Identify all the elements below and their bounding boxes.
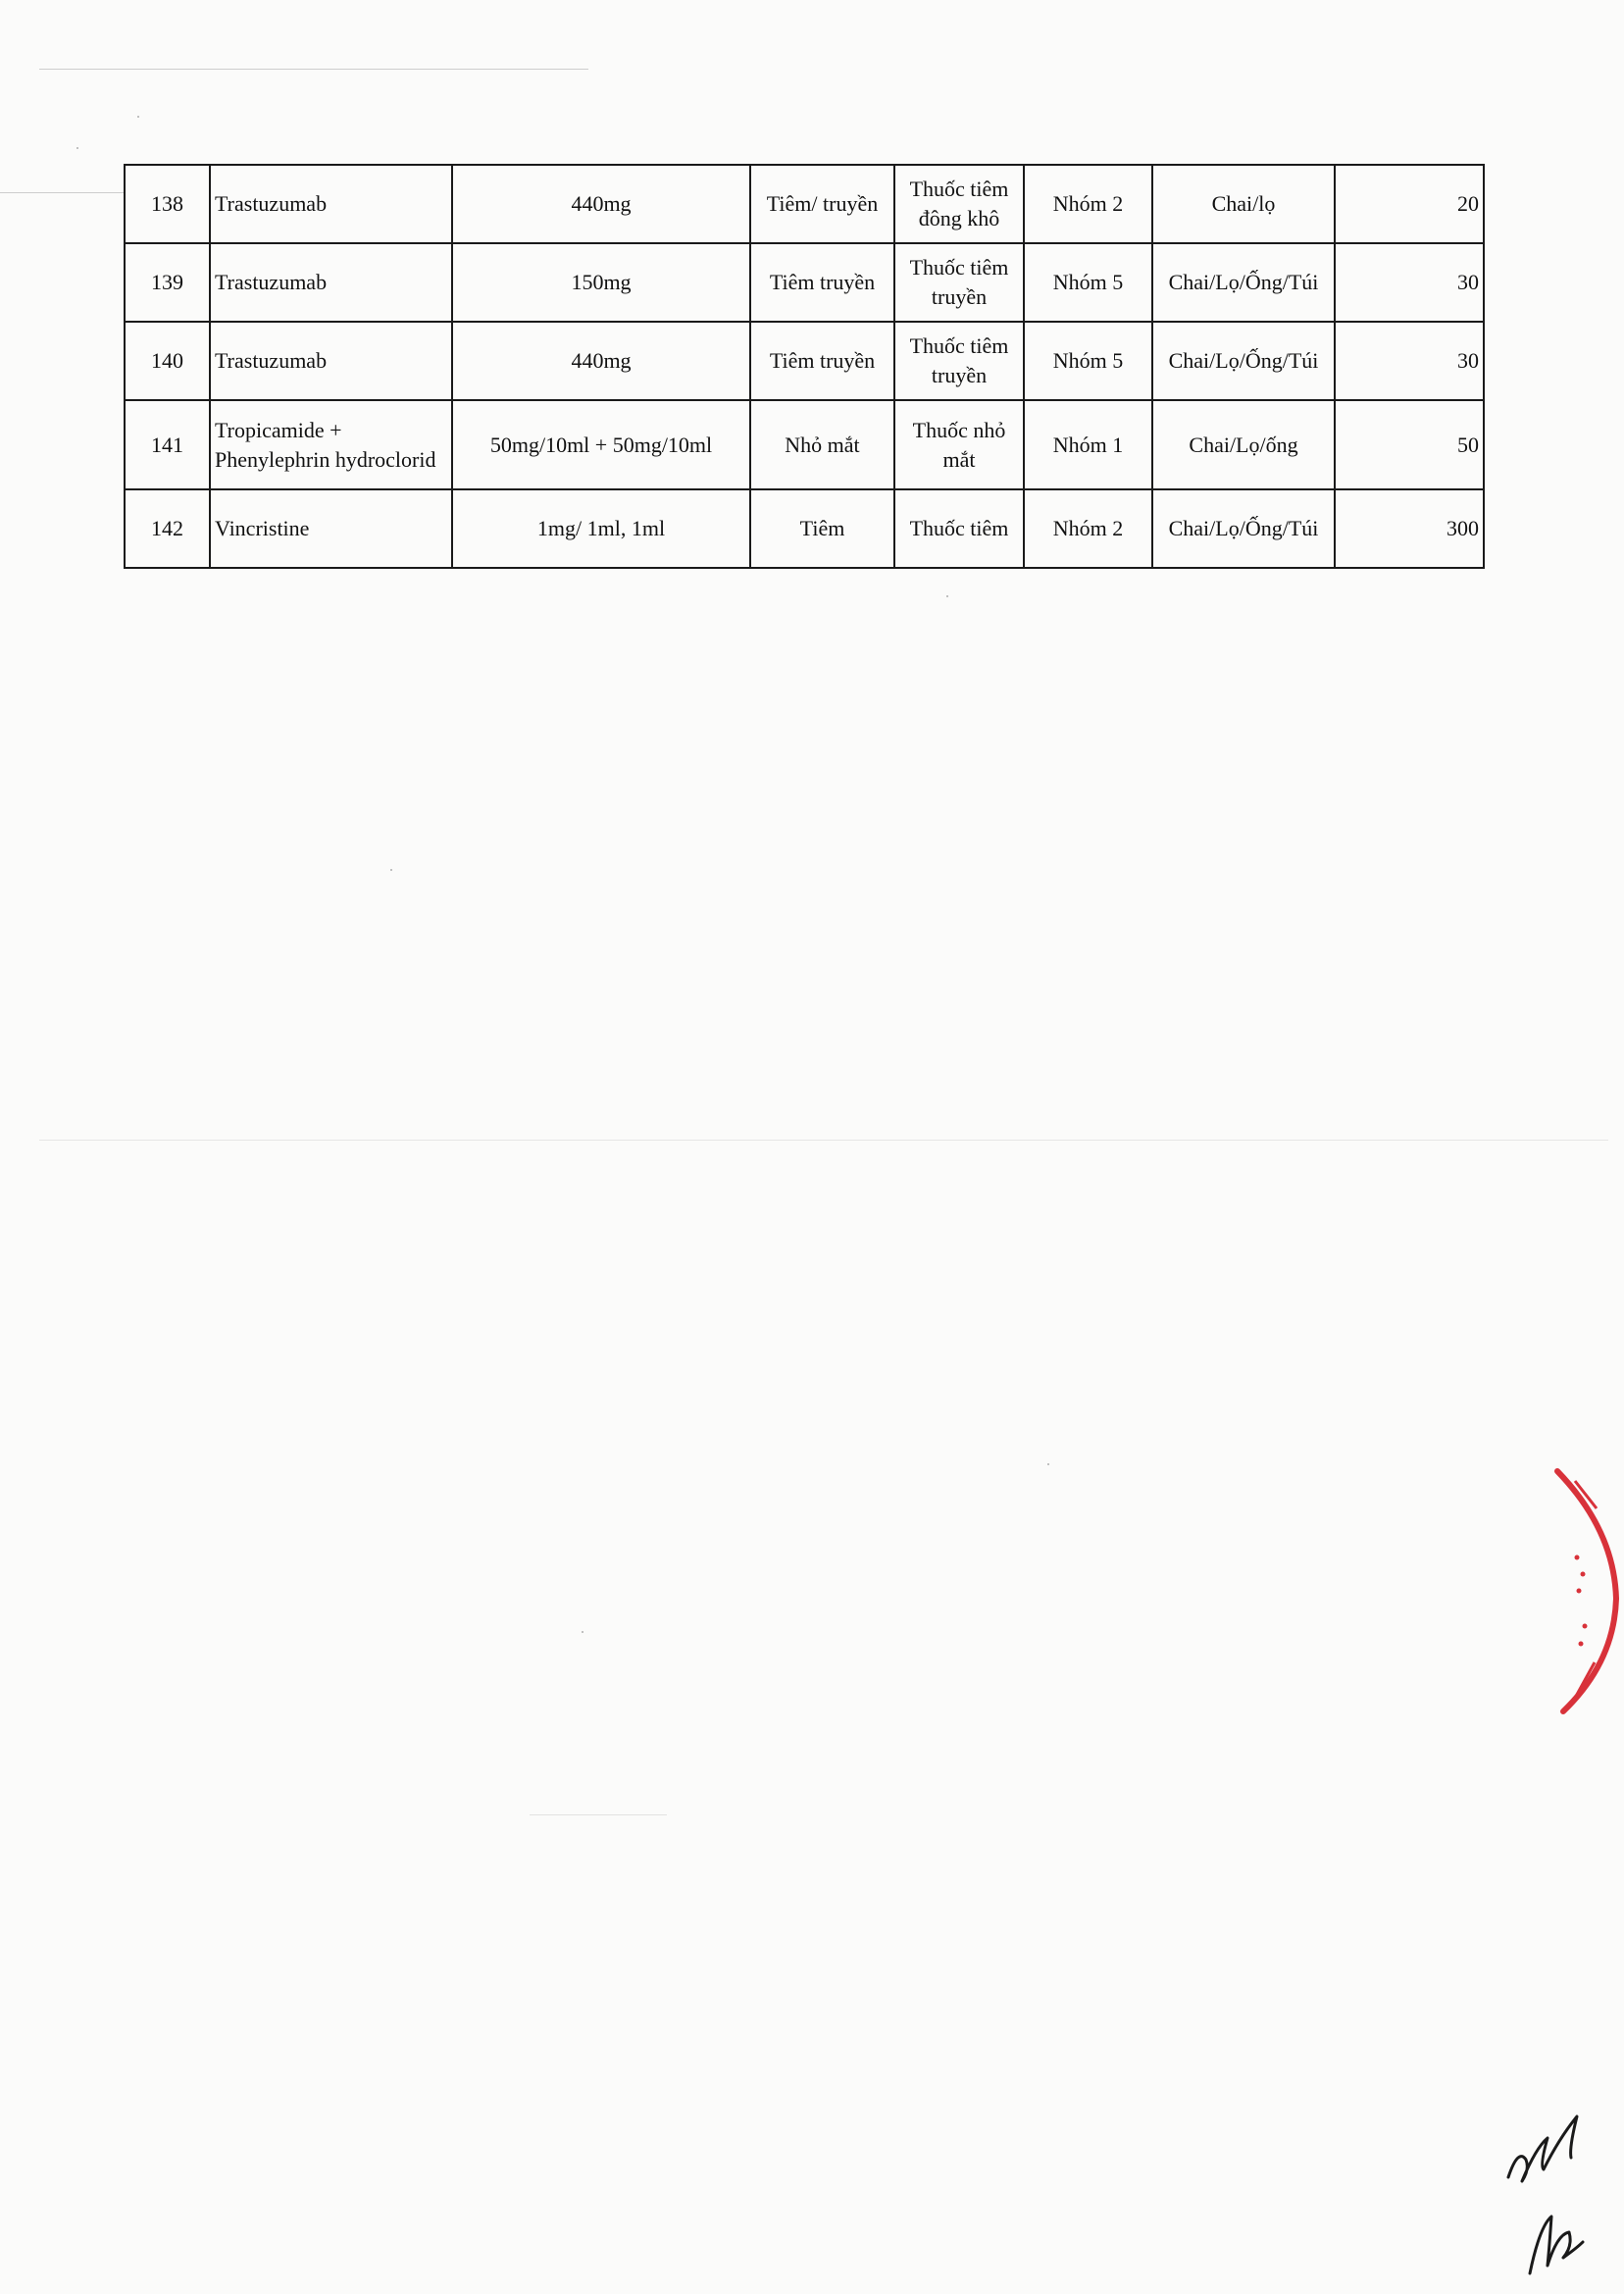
drug-name-cell: Trastuzumab [210,322,452,400]
row-number-cell: 140 [125,322,210,400]
signature-stroke [1508,2116,1577,2181]
stamp-dot [1577,1589,1582,1594]
table-row [125,243,1484,322]
group-cell: Nhóm 5 [1024,322,1152,400]
drug-name-cell: Trastuzumab [210,165,452,243]
dosage-form-line-2: truyền [931,284,988,309]
stamp-dot [1579,1642,1584,1647]
row-number-cell: 142 [125,489,210,568]
scan-speck [76,147,78,149]
table-row [125,400,1484,489]
group-cell: Nhóm 1 [1024,400,1152,489]
quantity-cell: 30 [1335,322,1484,400]
row-number-cell: 138 [125,165,210,243]
packaging-cell: Chai/lọ [1152,165,1335,243]
scan-artifact-line [0,192,124,193]
dosage-form-line-1: Thuốc tiêm [909,177,1009,201]
row-number-cell: 141 [125,400,210,489]
concentration-cell: 1mg/ 1ml, 1ml [452,489,750,568]
packaging-cell: Chai/Lọ/ống [1152,400,1335,489]
dosage-form-line-2: đông khô [918,206,1000,230]
scan-speck [137,116,139,118]
route-cell: Tiêm [750,489,894,568]
dosage-form-cell: Thuốc tiêm [894,489,1024,568]
dosage-form-line-1: Thuốc tiêm [909,333,1009,358]
group-cell: Nhóm 5 [1024,243,1152,322]
table-row [125,322,1484,400]
row-number-cell: 139 [125,243,210,322]
packaging-cell: Chai/Lọ/Ống/Túi [1152,322,1335,400]
quantity-cell: 20 [1335,165,1484,243]
scan-artifact-line [39,1140,1608,1141]
quantity-cell: 50 [1335,400,1484,489]
stamp-dot [1581,1572,1586,1577]
drug-name-line-2: Phenylephrin hydroclorid [215,446,436,472]
dosage-form-cell [894,400,1024,489]
signature-stroke [1530,2217,1583,2273]
packaging-cell: Chai/Lọ/Ống/Túi [1152,489,1335,568]
stamp-dot [1583,1624,1588,1629]
handwritten-signature-icon [1500,2109,1608,2285]
scan-artifact-line [39,69,588,70]
quantity-cell: 30 [1335,243,1484,322]
dosage-form-cell [894,243,1024,322]
packaging-cell: Chai/Lọ/Ống/Túi [1152,243,1335,322]
drug-list-table [124,164,1485,569]
concentration-cell: 50mg/10ml + 50mg/10ml [452,400,750,489]
quantity-cell: 300 [1335,489,1484,568]
dosage-form-line-2: mắt [942,446,976,472]
dosage-form-cell [894,322,1024,400]
red-seal-stamp-icon [1546,1452,1624,1736]
drug-name-line-1: Tropicamide + [215,417,342,442]
table-row [125,165,1484,243]
table-row [125,489,1484,568]
dosage-form-line-1: Thuốc tiêm [909,255,1009,280]
scan-speck [946,595,948,597]
scan-artifact-line [530,1814,667,1815]
dosage-form-line-2: truyền [931,363,988,387]
scan-speck [390,869,392,871]
route-cell: Tiêm truyền [750,322,894,400]
concentration-cell: 440mg [452,322,750,400]
drug-name-cell: Trastuzumab [210,243,452,322]
drug-name-cell: Vincristine [210,489,452,568]
route-cell: Tiêm/ truyền [750,165,894,243]
route-cell: Tiêm truyền [750,243,894,322]
dosage-form-cell [894,165,1024,243]
stamp-dot [1575,1555,1580,1560]
drug-name-cell [210,400,452,489]
dosage-form-line-1: Thuốc nhỏ [912,417,1006,442]
scan-speck [1047,1463,1049,1465]
route-cell: Nhỏ mắt [750,400,894,489]
concentration-cell: 150mg [452,243,750,322]
scan-speck [582,1631,584,1633]
group-cell: Nhóm 2 [1024,165,1152,243]
group-cell: Nhóm 2 [1024,489,1152,568]
concentration-cell: 440mg [452,165,750,243]
